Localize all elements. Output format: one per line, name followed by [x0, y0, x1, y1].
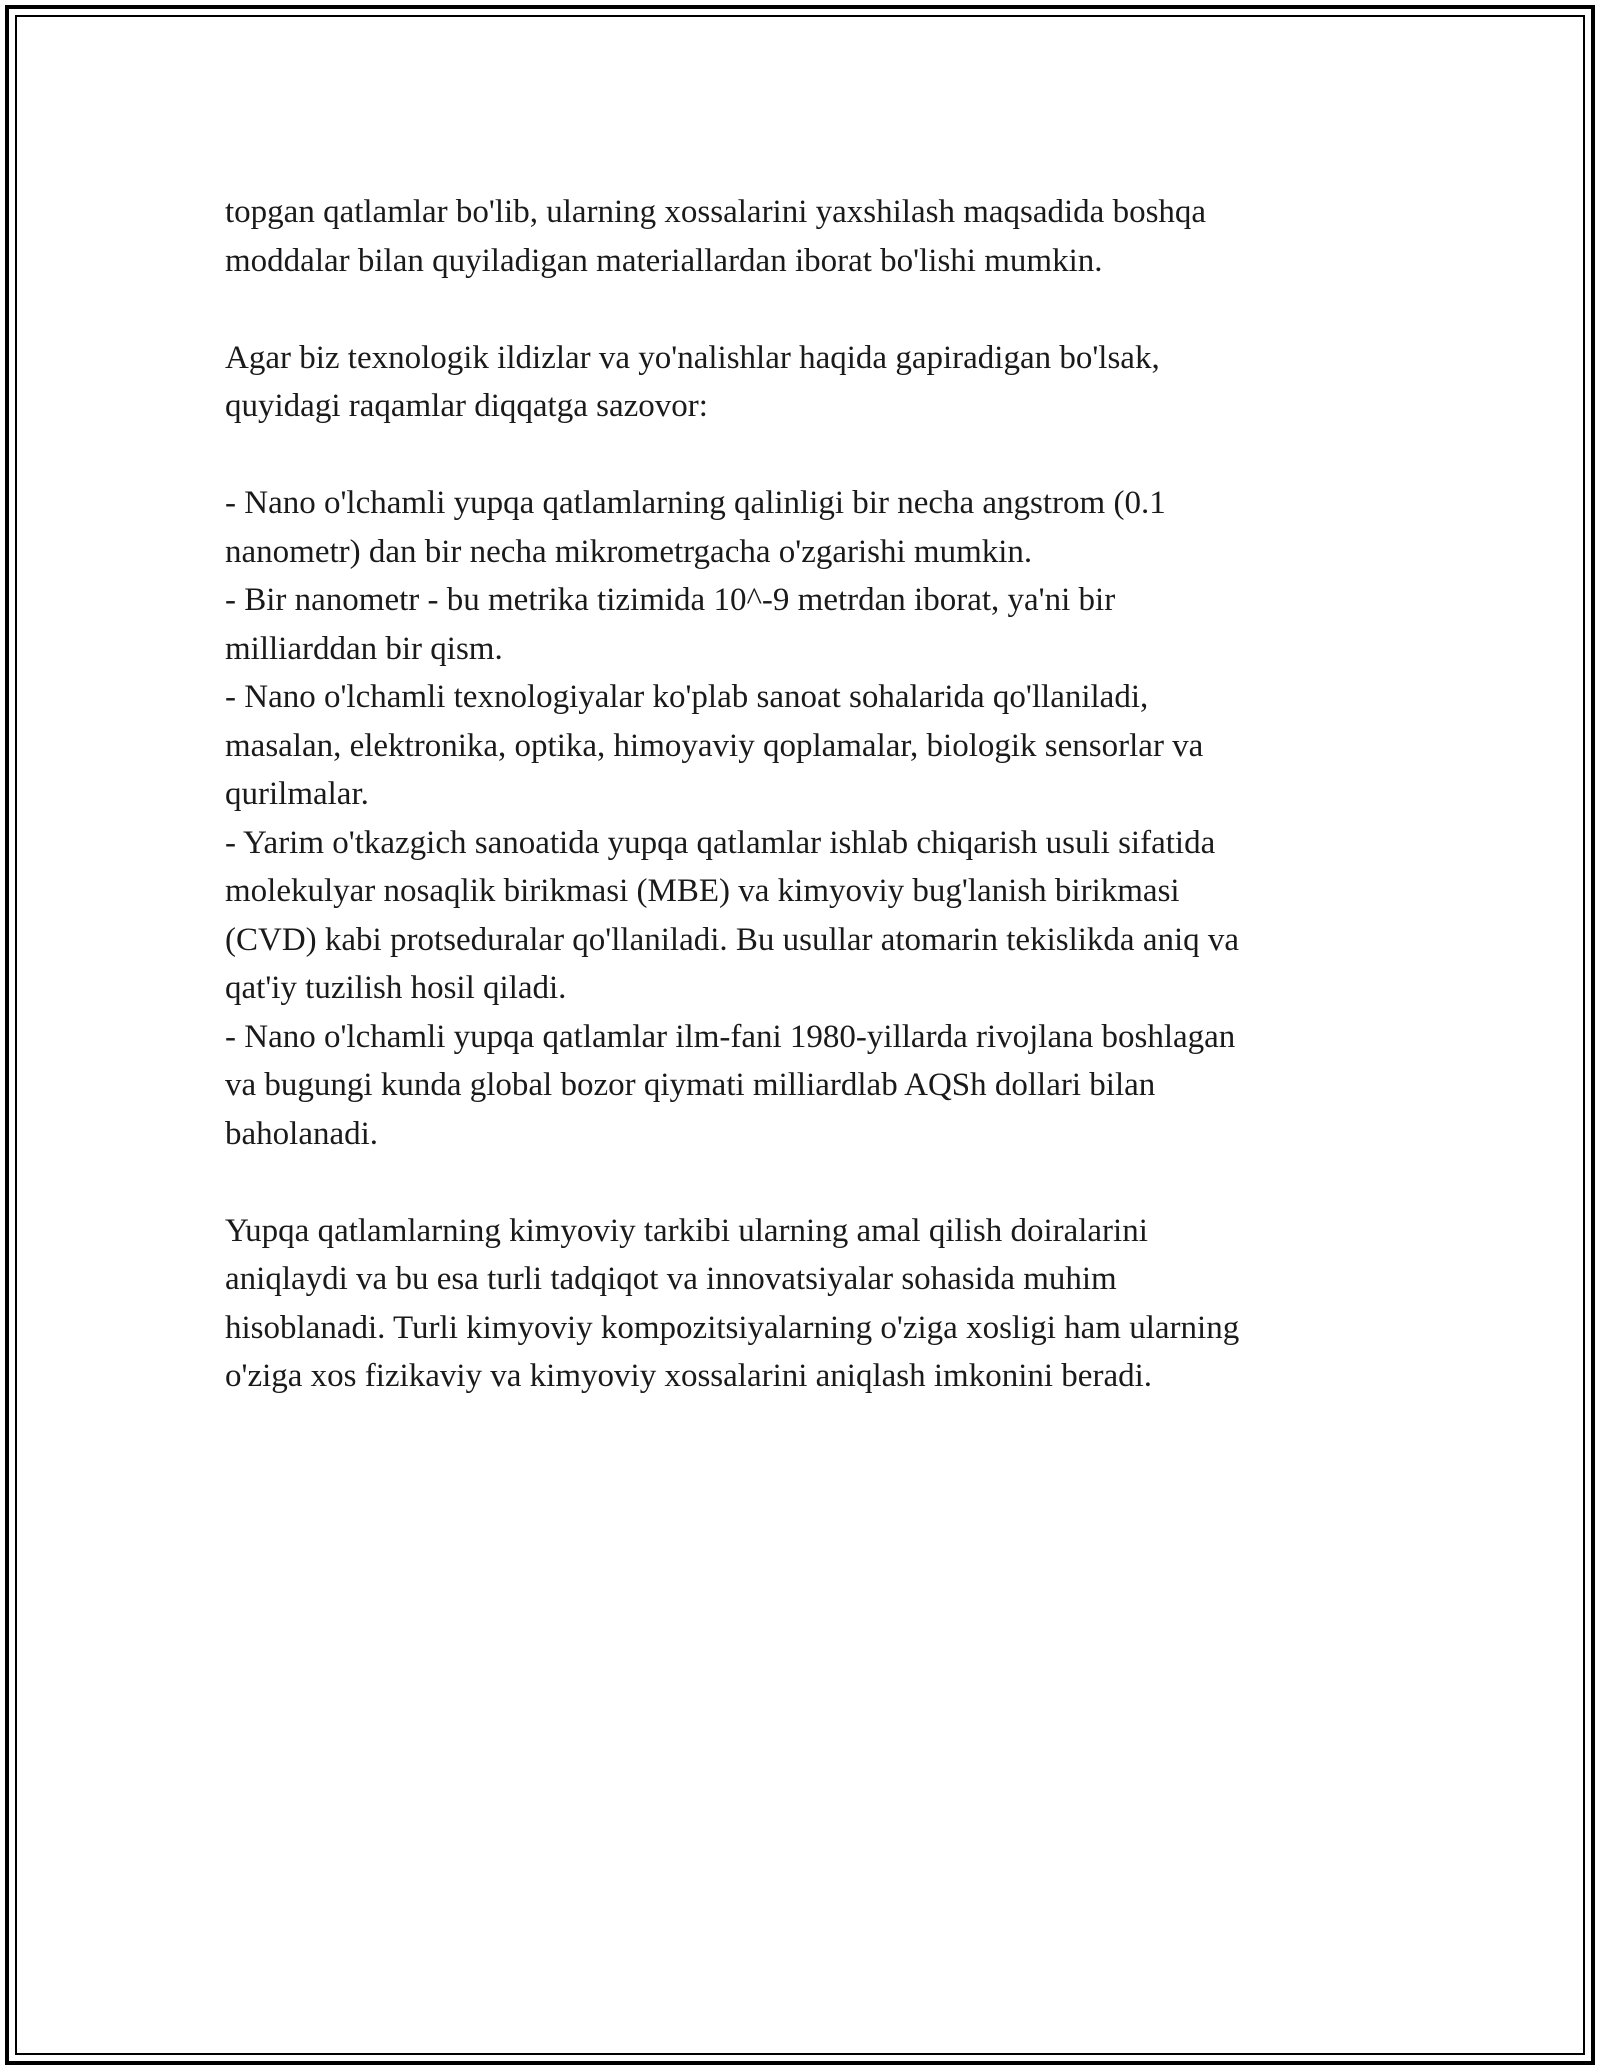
paragraph-conclusion: Yupqa qatlamlarning kimyoviy tarkibi ularning amal qilish doiralarini aniqlaydi va bu esa turli tadqiqot va innovatsiyalar sohasida muhim hisoblanadi. Turli kimyoviy kompozitsiyalarning o'ziga xosligi ham ularning o'ziga xos fizikaviy va kimyoviy xossalarini aniqlash imkonini beradi. — [225, 1212, 1240, 1394]
paragraph-spacer — [225, 1158, 1385, 1207]
document-body — [225, 188, 1385, 1401]
paragraph-intro: topgan qatlamlar bo'lib, ularning xossalarini yaxshilash maqsadida boshqa moddalar bilan quyiladigan materiallardan iborat bo'lishi mumkin. — [225, 194, 1207, 279]
bullet-list: - Nano o'lchamli yupqa qatlamlarning qalinligi bir necha angstrom (0.1 nanometr) dan bir necha mikrometrgacha o'zgarishi mumkin. - Bir nanometr - bu metrika tizimida 10^-9 metrdan iborat, ya'ni bir milliarddan bir qism. - Nano o'lchamli texnologiyalar ko'plab sanoat sohalarida qo'llaniladi, masalan, elektronika, optika, himoyaviy qoplamalar, biologik sensorlar va qurilmalar. - Yarim o'tkazgich sanoatida yupqa qatlamlar ishlab chiqarish usuli sifatida molekulyar nosaqlik birikmasi (MBE) va kimyoviy bug'lanish birikmasi (CVD) kabi protseduralar qo'llaniladi. Bu usullar atomarin tekislikda aniq va qat'iy tuzilish hosil qiladi. - Nano o'lchamli yupqa qatlamlar ilm-fani 1980-yillarda rivojlana boshlagan va bugungi kunda global bozor qiymati milliardlab AQSh dollari bilan baholanadi. — [225, 485, 1240, 1152]
paragraph-lead-in: Agar biz texnologik ildizlar va yo'nalishlar haqida gapiradigan bo'lsak, quyidagi raqamlar diqqatga sazovor: — [225, 339, 1160, 424]
paragraph-spacer — [225, 285, 1385, 334]
paragraph-spacer — [225, 431, 1385, 480]
